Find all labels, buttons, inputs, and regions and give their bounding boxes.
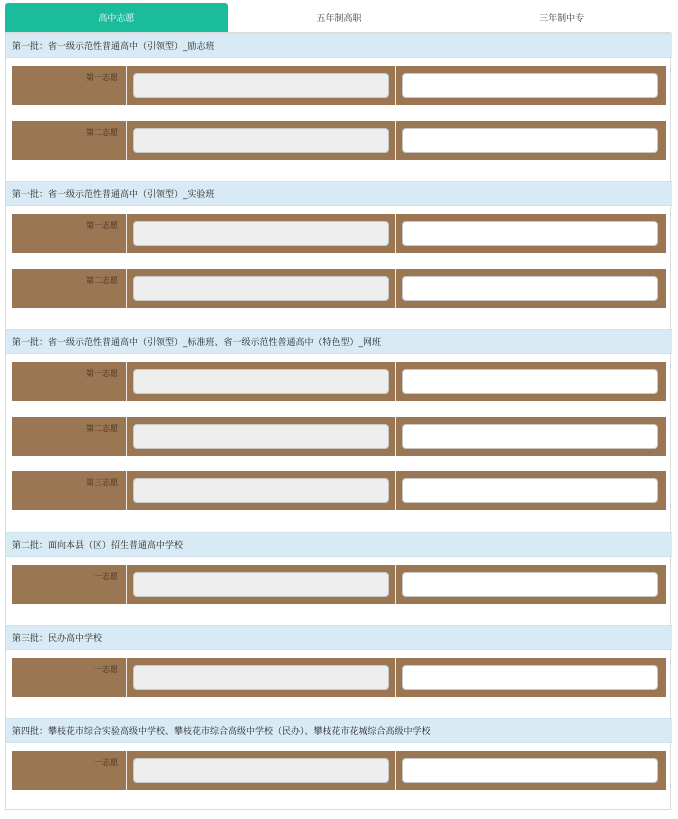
batch-section <box>6 718 672 811</box>
batch-section <box>6 532 672 625</box>
section-title: 第一批：省一级示范性普通高中（引领型）_标准班、省一级示范性普通高中（特色型）_网班 <box>6 329 672 354</box>
choice-label: 一志愿 <box>94 758 118 767</box>
divider <box>126 66 127 105</box>
batch-section <box>6 329 672 532</box>
form-panel <box>5 32 671 810</box>
school-input[interactable] <box>402 221 658 246</box>
choice-label: 第二志愿 <box>86 128 118 137</box>
divider <box>126 658 127 697</box>
divider <box>395 66 396 105</box>
school-select[interactable] <box>133 424 389 449</box>
choice-label: 一志愿 <box>94 572 118 581</box>
school-select[interactable] <box>133 128 389 153</box>
school-input[interactable] <box>402 478 658 503</box>
choice-row <box>12 362 666 401</box>
choice-label: 第一志愿 <box>86 221 118 230</box>
section-title: 第一批：省一级示范性普通高中（引领型）_励志班 <box>6 33 672 58</box>
choice-label: 第三志愿 <box>86 478 118 487</box>
choice-row <box>12 66 666 105</box>
batch-section <box>6 33 672 181</box>
tab-bar <box>5 3 673 32</box>
school-input[interactable] <box>402 572 658 597</box>
tab-high-school[interactable]: 高中志愿 <box>5 3 228 32</box>
school-input[interactable] <box>402 73 658 98</box>
choice-label: 一志愿 <box>94 665 118 674</box>
divider <box>126 471 127 510</box>
divider <box>126 362 127 401</box>
tab-five-year-vocational[interactable]: 五年制高职 <box>316 14 362 24</box>
school-select[interactable] <box>133 221 389 246</box>
school-input[interactable] <box>402 665 658 690</box>
school-select[interactable] <box>133 478 389 503</box>
section-title: 第二批：面向本县（区）招生普通高中学校 <box>6 532 672 557</box>
divider <box>395 471 396 510</box>
section-title: 第一批：省一级示范性普通高中（引领型）_实验班 <box>6 181 672 206</box>
section-title: 第三批：民办高中学校 <box>6 625 672 650</box>
choice-row <box>12 269 666 308</box>
divider <box>395 214 396 253</box>
school-input[interactable] <box>402 369 658 394</box>
school-input[interactable] <box>402 276 658 301</box>
divider <box>395 417 396 456</box>
choice-row <box>12 214 666 253</box>
choice-label: 第一志愿 <box>86 369 118 378</box>
divider <box>395 362 396 401</box>
school-input[interactable] <box>402 424 658 449</box>
school-select[interactable] <box>133 276 389 301</box>
divider <box>126 269 127 308</box>
divider <box>126 121 127 160</box>
divider <box>126 214 127 253</box>
batch-section <box>6 181 672 329</box>
school-select[interactable] <box>133 758 389 783</box>
choice-row <box>12 565 666 604</box>
choice-row <box>12 471 666 510</box>
section-title: 第四批：攀枝花市综合实验高级中学校、攀枝花市综合高级中学校（民办）、攀枝花市花城综合高级中学校 <box>6 718 672 743</box>
choice-label: 第二志愿 <box>86 424 118 433</box>
school-select[interactable] <box>133 572 389 597</box>
divider <box>395 269 396 308</box>
choice-row <box>12 417 666 456</box>
school-select[interactable] <box>133 369 389 394</box>
school-input[interactable] <box>402 128 658 153</box>
school-select[interactable] <box>133 73 389 98</box>
school-select[interactable] <box>133 665 389 690</box>
divider <box>126 751 127 790</box>
choice-label: 第二志愿 <box>86 276 118 285</box>
divider <box>395 565 396 604</box>
choice-row <box>12 658 666 697</box>
divider <box>395 121 396 160</box>
divider <box>395 751 396 790</box>
divider <box>126 565 127 604</box>
choice-row <box>12 751 666 790</box>
tab-three-year-secondary[interactable]: 三年制中专 <box>539 14 585 24</box>
school-input[interactable] <box>402 758 658 783</box>
batch-section <box>6 625 672 718</box>
choice-label: 第一志愿 <box>86 73 118 82</box>
choice-row <box>12 121 666 160</box>
divider <box>126 417 127 456</box>
divider <box>395 658 396 697</box>
